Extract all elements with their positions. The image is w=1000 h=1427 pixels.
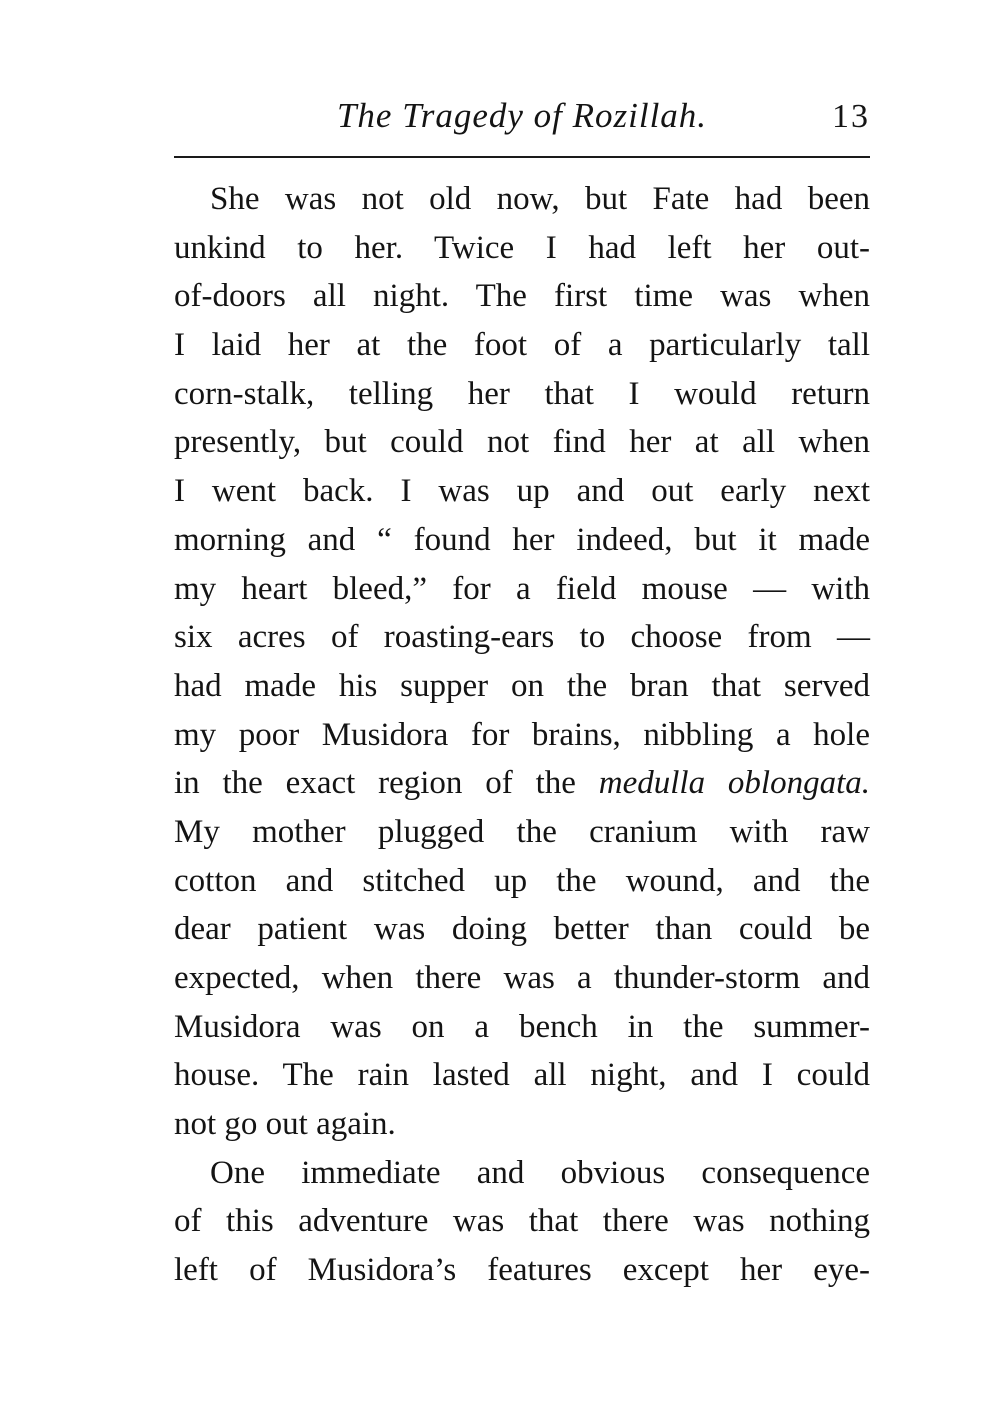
text-line: of-doors all night. The first time was when [174,278,870,315]
text-line: six acres of roasting-ears to choose from — [174,619,870,656]
text-line: dear patient was doing better than could be [174,911,870,948]
text-line: cotton and stitched up the wound, and the [174,862,870,899]
text-line: She was not old now, but Fate had been [210,181,870,217]
text-line: of this adventure was that there was nothing [174,1203,870,1240]
text-line: my poor Musidora for brains, nibbling a hole [174,716,870,753]
body-text [174,175,870,1295]
text-line: Musidora was on a bench in the summer- [174,1008,870,1045]
text-line: I laid her at the foot of a particularly tall [174,327,870,364]
text-line: had made his supper on the bran that served [174,667,870,704]
italic-term: medulla oblongata. [598,765,871,802]
page-number: 13 [832,98,870,135]
text-line: not go out again. [174,1106,396,1143]
text-line: left of Musidora’s features except her eye- [174,1252,870,1289]
header-rule [174,156,870,158]
paragraph-2 [174,1149,870,1295]
text-line: unkind to her. Twice I had left her out- [174,229,870,266]
text-line: morning and “ found her indeed, but it made [174,521,870,558]
text-line: presently, but could not find her at all when [174,424,870,461]
running-title: The Tragedy of Rozillah. [336,96,708,135]
text-line: One immediate and obvious consequence [210,1154,870,1191]
text-segment: in the exact region of the [174,765,576,802]
text-line: my heart bleed,” for a field mouse — with [174,570,870,607]
text-line: expected, when there was a thunder-storm and [174,960,870,996]
paragraph-1 [174,175,870,1149]
text-line: corn-stalk, telling her that I would return [174,375,870,412]
text-line: house. The rain lasted all night, and I could [174,1057,870,1094]
text-line: I went back. I was up and out early next [174,473,870,510]
running-head [174,96,870,146]
text-line-with-italic [174,759,870,808]
text-line: My mother plugged the cranium with raw [174,813,870,850]
